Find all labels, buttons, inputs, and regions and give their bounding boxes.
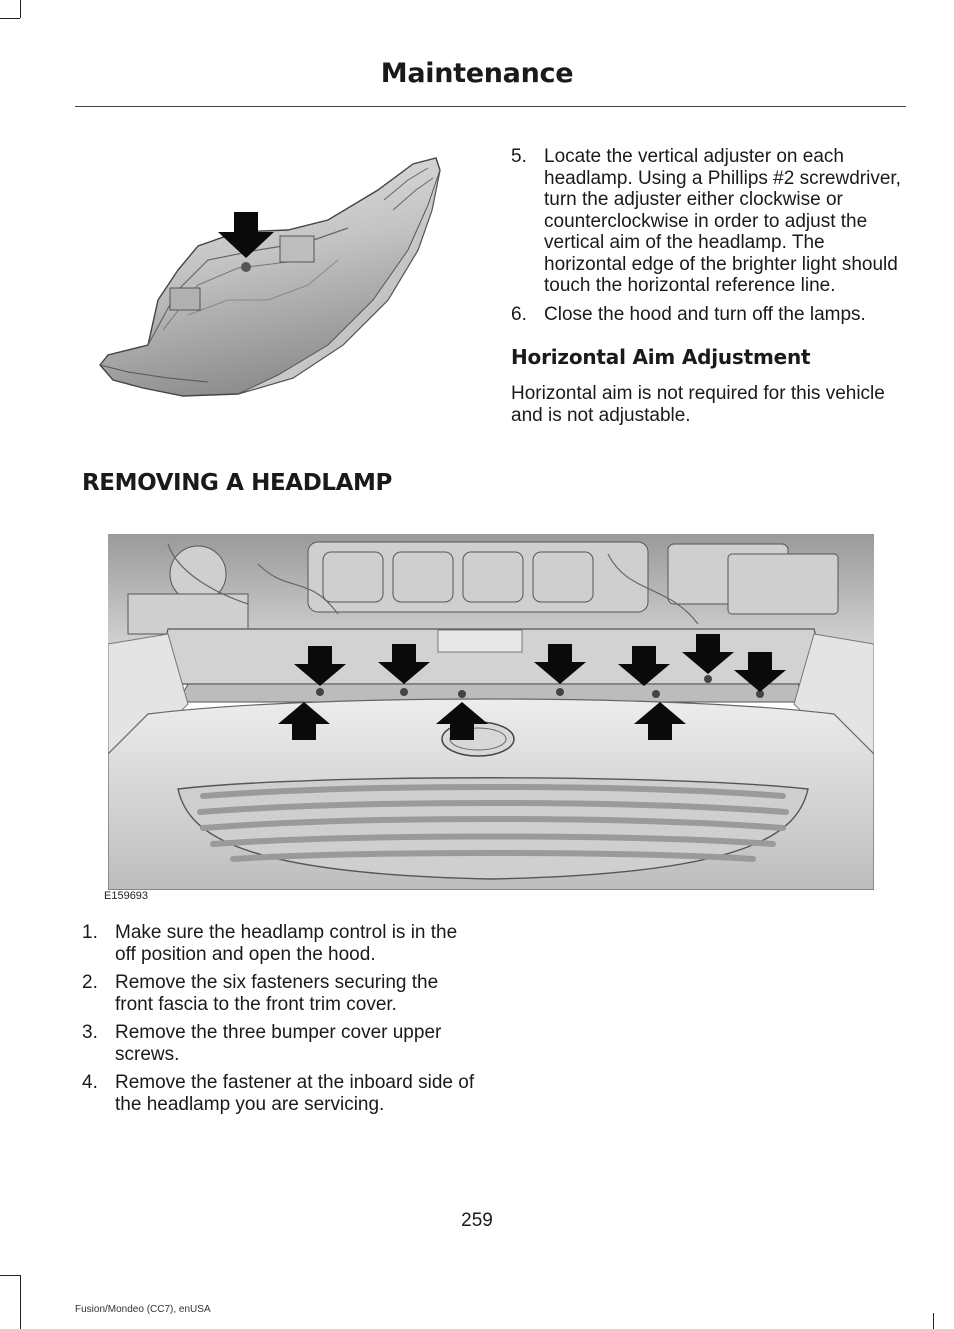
list-item <box>82 1072 477 1115</box>
list-item <box>82 1022 477 1065</box>
headlamp-illustration <box>88 150 448 405</box>
horizontal-aim-heading: Horizontal Aim Adjustment <box>511 345 811 369</box>
list-item <box>82 922 477 965</box>
step-text: Remove the fastener at the inboard side of the headlamp you are servicing. <box>115 1072 475 1115</box>
step-text: Remove the three bumper cover upper screws. <box>115 1022 442 1065</box>
engine-bay-illustration <box>108 534 874 890</box>
step-text: Remove the six fasteners securing the front fascia to the front trim cover. <box>115 972 439 1015</box>
crop-mark <box>0 18 20 19</box>
document-id: Fusion/Mondeo (CC7), enUSA <box>75 1304 211 1315</box>
list-item <box>511 146 906 297</box>
step-number: 6. <box>511 303 527 325</box>
removing-instructions <box>82 922 477 1122</box>
page-title: Maintenance <box>380 58 574 89</box>
horizontal-aim-text: Horizontal aim is not required for this vehicle and is not adjustable. <box>511 383 885 426</box>
removing-steps <box>82 922 477 1115</box>
header-divider <box>75 106 906 107</box>
aim-instructions <box>511 146 906 426</box>
removing-headlamp-heading: REMOVING A HEADLAMP <box>82 470 392 496</box>
crop-mark <box>20 1275 21 1329</box>
step-number: 4. <box>82 1072 98 1093</box>
list-item <box>82 972 477 1015</box>
step-text: Locate the vertical adjuster on each headlamp. Using a Phillips #2 screwdriver, turn the adjuster either clockwise or counterclockwise in order to adjust the vertical aim of the headlamp. The horizontal edge of the brighter light should touch the horizontal reference line. <box>544 146 901 296</box>
crop-mark <box>20 0 21 18</box>
page-number: 259 <box>461 1210 493 1231</box>
crop-mark <box>933 1313 934 1329</box>
crop-mark <box>0 1275 20 1276</box>
step-number: 5. <box>511 146 527 167</box>
figure-code: E159693 <box>104 890 149 902</box>
step-number: 1. <box>82 922 98 943</box>
step-number: 2. <box>82 972 98 993</box>
step-text: Make sure the headlamp control is in the off position and open the hood. <box>115 922 458 965</box>
aim-steps <box>511 146 906 325</box>
list-item <box>511 304 906 326</box>
step-number: 3. <box>82 1022 98 1043</box>
step-text: Close the hood and turn off the lamps. <box>544 303 866 325</box>
